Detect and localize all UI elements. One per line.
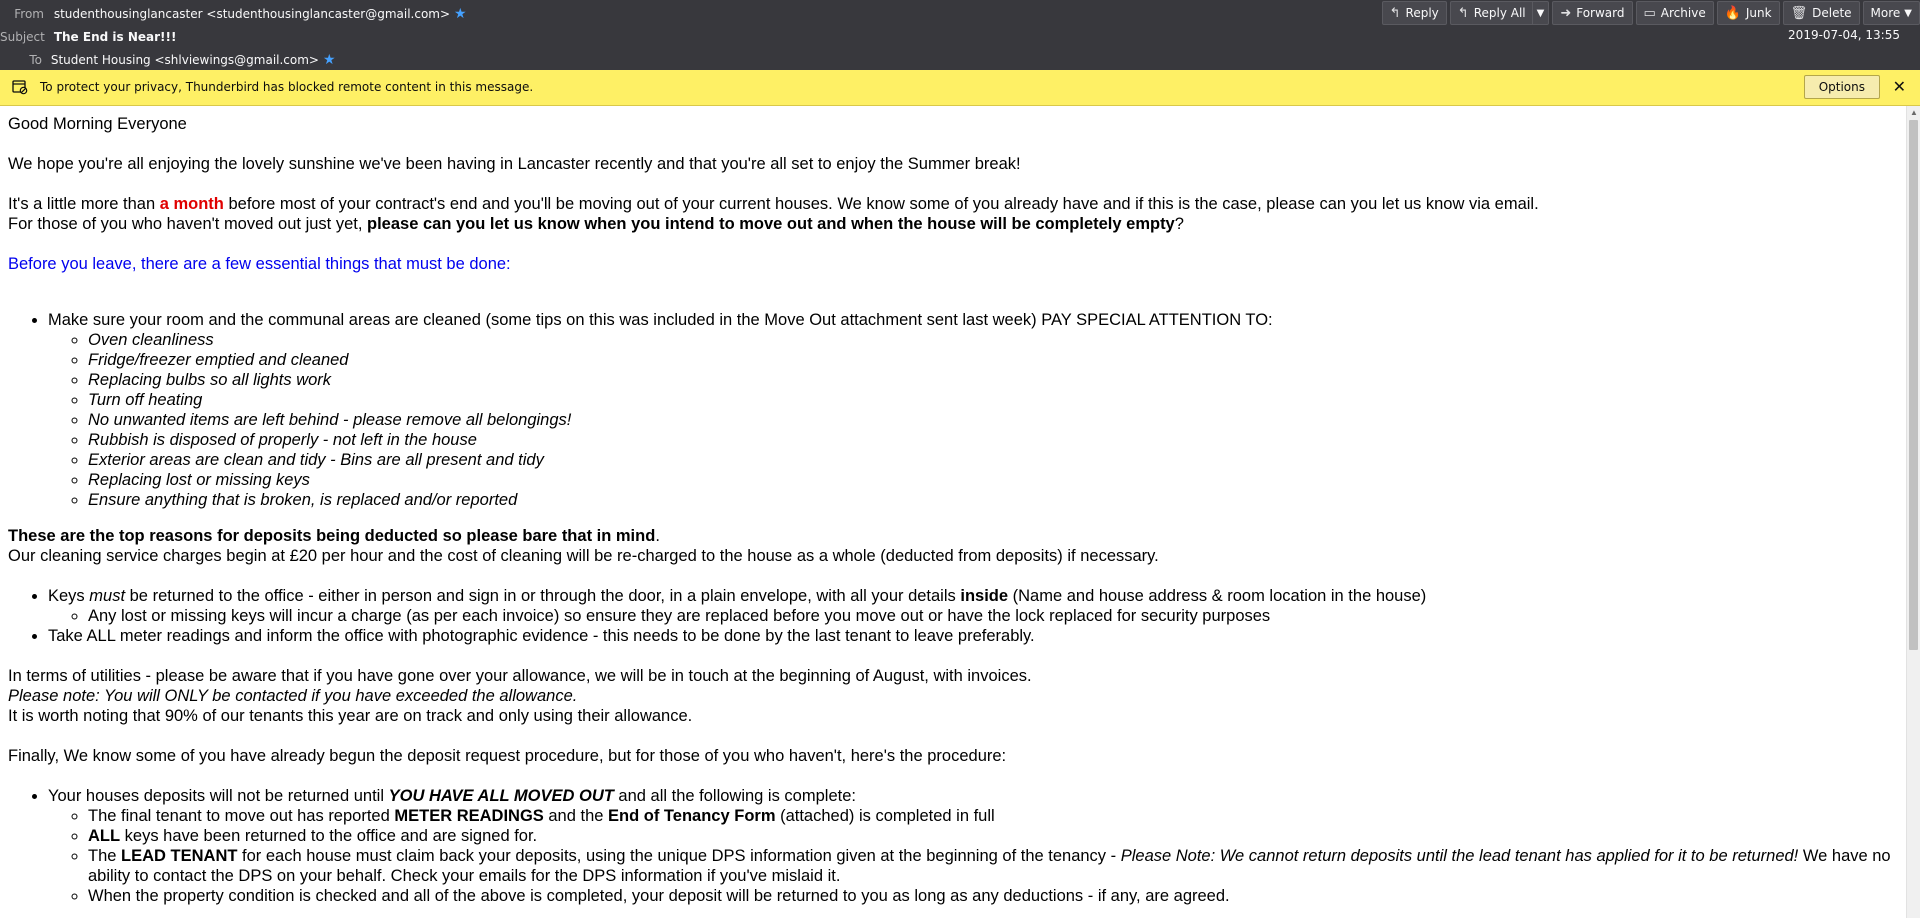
to-label: To bbox=[29, 53, 42, 67]
bold-text: METER READINGS bbox=[394, 807, 544, 825]
sublist-item: ◦ Exterior areas are clean and tidy - Bins are all present and tidy bbox=[88, 450, 1898, 470]
cleaning-list bbox=[8, 310, 1898, 510]
from-label: From bbox=[14, 7, 44, 21]
bold-text: End of Tenancy Form bbox=[608, 807, 776, 825]
sublist-item: ◦ No unwanted items are left behind - please remove all belongings! bbox=[88, 410, 1898, 430]
sublist-item: ◦ Rubbish is disposed of properly - not left in the house bbox=[88, 430, 1898, 450]
forward-label: Forward bbox=[1576, 6, 1625, 20]
text: It's a little more than bbox=[8, 195, 160, 213]
scrollbar-thumb[interactable] bbox=[1909, 120, 1918, 650]
bold-text: These are the top reasons for deposits being deducted so please bare that in mind bbox=[8, 527, 656, 545]
message-body bbox=[0, 106, 1906, 918]
text: . bbox=[655, 527, 660, 545]
from-row bbox=[0, 3, 467, 25]
forward-icon: ➜ bbox=[1560, 5, 1572, 21]
text: (attached) is completed in full bbox=[775, 807, 995, 825]
list-item: • Take ALL meter readings and inform the office with photographic evidence - this needs to be done by the last tenant to leave preferably. bbox=[48, 626, 1898, 646]
more-button[interactable] bbox=[1863, 1, 1920, 25]
archive-label: Archive bbox=[1660, 6, 1706, 20]
archive-button[interactable] bbox=[1636, 1, 1714, 25]
bold-italic-text: YOU HAVE ALL MOVED OUT bbox=[388, 787, 614, 805]
text: before most of your contract's end and you'll be moving out of your current houses. We know some of you already have and if this is the case, please can you let us know via email. bbox=[223, 195, 1539, 213]
text: for each house must claim back your deposits, using the unique DPS information given at the beginning of the tenancy - bbox=[237, 847, 1121, 865]
star-icon[interactable]: ★ bbox=[323, 52, 336, 68]
sublist-item: ◦ Any lost or missing keys will incur a charge (as per each invoice) so ensure they are replaced before you move out or have the lock replaced for security purposes bbox=[88, 606, 1898, 626]
reply-all-icon: ↰ bbox=[1457, 5, 1469, 21]
close-icon[interactable]: ✕ bbox=[1892, 77, 1906, 96]
text: Our cleaning service charges begin at £20 per hour and the cost of cleaning will be re-charged to the house as a whole (deducted from deposits) if necessary. bbox=[8, 547, 1159, 565]
text: be returned to the office - either in person and sign in or through the door, in a plain envelope, with all your details bbox=[125, 587, 961, 605]
italic-text: Please Note: We cannot return deposits until the lead tenant has applied for it to be returned! bbox=[1120, 847, 1799, 865]
text: The final tenant to move out has reported bbox=[88, 807, 395, 825]
deposit-list bbox=[8, 786, 1898, 906]
message-date: 2019-07-04, 13:55 bbox=[1788, 28, 1900, 42]
message-header bbox=[0, 0, 1920, 70]
text: and all the following is complete: bbox=[613, 787, 856, 805]
chevron-down-icon[interactable]: ▼ bbox=[1532, 2, 1549, 24]
essentials-heading: Before you leave, there are a few essential things that must be done: bbox=[8, 255, 511, 273]
star-icon[interactable]: ★ bbox=[454, 6, 467, 22]
sublist-item: ◦ Replacing lost or missing keys bbox=[88, 470, 1898, 490]
bold-text: inside bbox=[960, 587, 1009, 605]
text: Keys bbox=[48, 587, 90, 605]
reply-all-label: Reply All bbox=[1473, 6, 1526, 20]
italic-text: must bbox=[89, 587, 126, 605]
subject-value: The End is Near!!! bbox=[53, 30, 177, 44]
text: ? bbox=[1174, 215, 1184, 233]
sublist-item: ◦ Fridge/freezer emptied and cleaned bbox=[88, 350, 1898, 370]
list-item bbox=[48, 786, 1898, 906]
text: keys have been returned to the office and are signed for. bbox=[120, 827, 538, 845]
cleaning-sublist bbox=[48, 330, 1898, 510]
deposit-sublist bbox=[48, 806, 1898, 906]
trash-icon: 🗑 bbox=[1790, 5, 1808, 21]
bold-text: ALL bbox=[88, 827, 121, 845]
text: We have no ability to contact the DPS on your behalf. Check your emails for the DPS information if you've mislaid it. bbox=[88, 847, 1891, 885]
paragraph-move-out bbox=[8, 194, 1898, 234]
text: and the bbox=[543, 807, 609, 825]
subject-row bbox=[0, 26, 176, 48]
text: Your houses deposits will not be returned until bbox=[48, 787, 389, 805]
bold-text: LEAD TENANT bbox=[121, 847, 238, 865]
chevron-down-icon: ▼ bbox=[1904, 7, 1912, 19]
sublist-item bbox=[88, 806, 1898, 826]
text: (Name and house address & room location in the house) bbox=[1008, 587, 1427, 605]
text: In terms of utilities - please be aware that if you have gone over your allowance, we will be in touch at the beginning of August, with invoices. bbox=[8, 667, 1032, 685]
paragraph-intro: We hope you're all enjoying the lovely sunshine we've been having in Lancaster recently and that you're all set to enjoy the Summer break! bbox=[8, 155, 1021, 173]
keys-sublist bbox=[48, 606, 1898, 626]
blocked-content-icon bbox=[12, 79, 28, 95]
greeting: Good Morning Everyone bbox=[8, 115, 187, 133]
sublist-item: ◦ Ensure anything that is broken, is replaced and/or reported bbox=[88, 490, 1898, 510]
list-item bbox=[48, 310, 1898, 510]
reply-label: Reply bbox=[1405, 6, 1439, 20]
more-label: More bbox=[1870, 6, 1901, 20]
list-item bbox=[48, 586, 1898, 626]
junk-icon: 🔥 bbox=[1724, 5, 1741, 21]
sublist-item bbox=[88, 826, 1898, 846]
paragraph-utilities bbox=[8, 666, 1898, 726]
bold-text: please can you let us know when you intend to move out and when the house will be completely empty bbox=[367, 215, 1175, 233]
from-address[interactable]: studenthousinglancaster <studenthousinglancaster@gmail.com> bbox=[53, 7, 451, 21]
notification-text: To protect your privacy, Thunderbird has blocked remote content in this message. bbox=[40, 80, 534, 94]
subject-label: Subject bbox=[0, 30, 45, 44]
sublist-item: ◦ Oven cleanliness bbox=[88, 330, 1898, 350]
paragraph-procedure: Finally, We know some of you have already begun the deposit request procedure, but for those of you who haven't, here's the procedure: bbox=[8, 747, 1007, 765]
scroll-up-icon[interactable]: ▲ bbox=[1910, 108, 1918, 117]
vertical-scrollbar[interactable] bbox=[1906, 106, 1920, 918]
sublist-item: ◦ Turn off heating bbox=[88, 390, 1898, 410]
sublist-item: ◦ When the property condition is checked and all of the above is completed, your deposit will be returned to you as long as any deductions - if any, are agreed. bbox=[88, 886, 1898, 906]
reply-all-button[interactable] bbox=[1450, 1, 1550, 25]
text: It is worth noting that 90% of our tenants this year are on track and only using their allowance. bbox=[8, 707, 693, 725]
reply-button[interactable] bbox=[1382, 1, 1447, 25]
italic-text: Please note: You will ONLY be contacted if you have exceeded the allowance. bbox=[8, 687, 578, 705]
delete-button[interactable] bbox=[1783, 1, 1860, 25]
delete-label: Delete bbox=[1812, 6, 1852, 20]
to-row bbox=[0, 49, 336, 71]
junk-button[interactable] bbox=[1717, 1, 1780, 25]
paragraph-deposit-reasons bbox=[8, 526, 1898, 566]
reply-icon: ↰ bbox=[1389, 5, 1401, 21]
text: The bbox=[88, 847, 122, 865]
junk-label: Junk bbox=[1745, 6, 1772, 20]
options-button[interactable]: Options bbox=[1804, 75, 1880, 99]
forward-button[interactable] bbox=[1552, 1, 1632, 25]
keys-list bbox=[8, 586, 1898, 646]
highlight-text: a month bbox=[159, 195, 224, 213]
sublist-item bbox=[88, 846, 1898, 886]
remote-content-notification bbox=[0, 70, 1920, 106]
to-address[interactable]: Student Housing <shlviewings@gmail.com> bbox=[50, 53, 319, 67]
header-toolbar bbox=[1382, 0, 1920, 26]
text: For those of you who haven't moved out just yet, bbox=[8, 215, 368, 233]
sublist-item: ◦ Replacing bulbs so all lights work bbox=[88, 370, 1898, 390]
archive-icon: ▭ bbox=[1643, 5, 1656, 21]
list-item-text: Make sure your room and the communal areas are cleaned (some tips on this was included in the Move Out attachment sent last week) PAY SPECIAL ATTENTION TO: bbox=[48, 311, 1273, 329]
